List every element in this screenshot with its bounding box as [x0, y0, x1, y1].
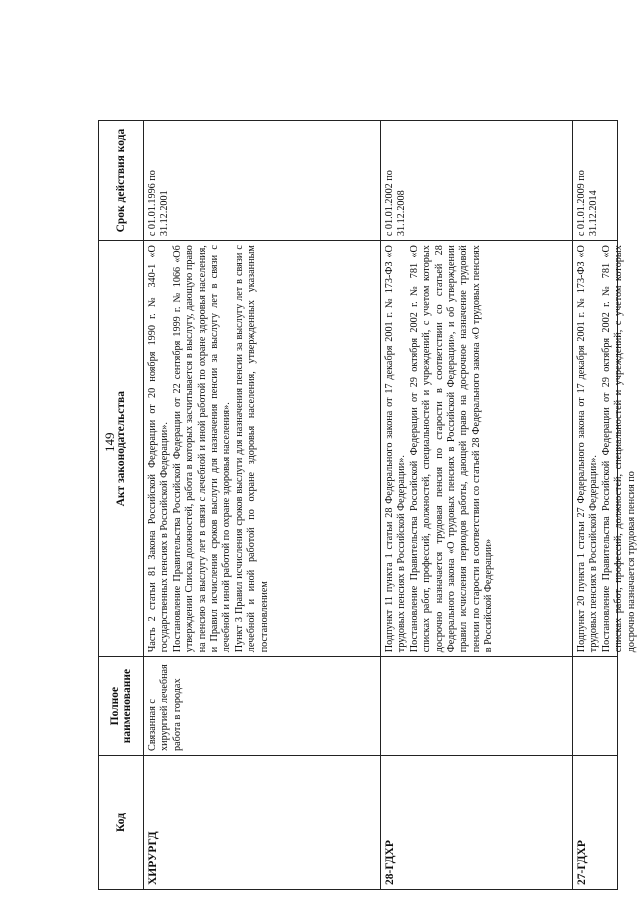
table-row	[381, 121, 573, 890]
act-paragraph: Постановление Правительства Российской Федерации от 29 октября 2002 г. № 781 «О списках работ, профессий, должностей, специальностей и учреждений, с учетом которых досрочно назначается трудовая пенсия по старости в соответствии со статьей 28 Федерального закона «О трудовых пенсиях в Российской Федерации», и об утверждении правил исчисления периодов работы, дающей право на досрочное назначение трудовой пенсии по старости в соответствии со статьей 28 Федерального закона «О трудовых пенсиях в Российской Федерации»	[408, 245, 495, 653]
row-code: ХИРУРГД	[144, 755, 381, 889]
legislation-table	[98, 120, 637, 890]
act-paragraph: Часть 2 статьи 81 Закона Российской Федерации от 20 ноября 1990 г. № 340-1 «О государственных пенсиях в Российской Федерации».	[147, 245, 171, 653]
header-full-name: Полное наименование	[99, 657, 144, 756]
table-header-row	[99, 121, 144, 890]
row-validity: с 01.01.2009 по 31.12.2014	[573, 121, 618, 241]
row-code: 27-ГДХР	[573, 755, 618, 889]
row-validity: с 01.01.2002 по 31.12.2008	[381, 121, 573, 241]
header-code: Код	[99, 755, 144, 889]
row-validity: с 01.01.1996 по 31.12.2001	[144, 121, 381, 241]
rotated-table-sheet	[98, 120, 637, 890]
header-validity: Срок действия кода	[99, 121, 144, 241]
row-full-name	[573, 657, 618, 756]
table-row	[573, 121, 618, 890]
row-act	[381, 241, 573, 657]
act-paragraph: Подпункт 20 пункта 1 статьи 27 Федерального закона от 17 декабря 2001 г. № 173-ФЗ «О трудовых пенсиях в Российской Федерации».	[576, 245, 600, 653]
row-act	[573, 241, 637, 657]
row-full-name	[381, 657, 573, 756]
act-paragraph: Пункт 3 Правил исчисления сроков выслуги для назначения пенсии за выслугу лет в связи с лечебной и иной работой по охране здоровья населения, утвержденных указанным постановлением	[233, 245, 270, 653]
act-paragraph: Постановление Правительства Российской Федерации от 29 октября 2002 г. № 781 «О списках работ, профессий, должностей, специальностей и учреждений, с учетом которых досрочно назначается трудовая пенсия по	[600, 245, 637, 653]
row-act	[144, 241, 381, 657]
act-clip	[576, 245, 637, 653]
act-paragraph: Постановление Правительства Российской Федерации от 22 сентября 1999 г. № 1066 «Об утверждении Списка должностей, работа в которых засчитывается в выслугу, дающую право на пенсию за выслугу лет в связи с лечебной и иной работой по охране здоровья населения, и Правил исчисления сроков выслуги для назначения пенсии за выслугу лет в связи с лечебной и иной работой по охране здоровья населения».	[171, 245, 233, 653]
table-row	[144, 121, 381, 890]
row-full-name: Связанная с хирургией лечебная работа в городах	[144, 657, 381, 756]
row-code: 28-ГДХР	[381, 755, 573, 889]
header-act: Акт законодательства	[99, 241, 144, 657]
act-paragraph: Подпункт 11 пункта 1 статьи 28 Федерального закона от 17 декабря 2001 г. № 173-ФЗ «О трудовых пенсиях в Российской Федерации».	[384, 245, 408, 653]
page-number: 149	[102, 432, 117, 452]
